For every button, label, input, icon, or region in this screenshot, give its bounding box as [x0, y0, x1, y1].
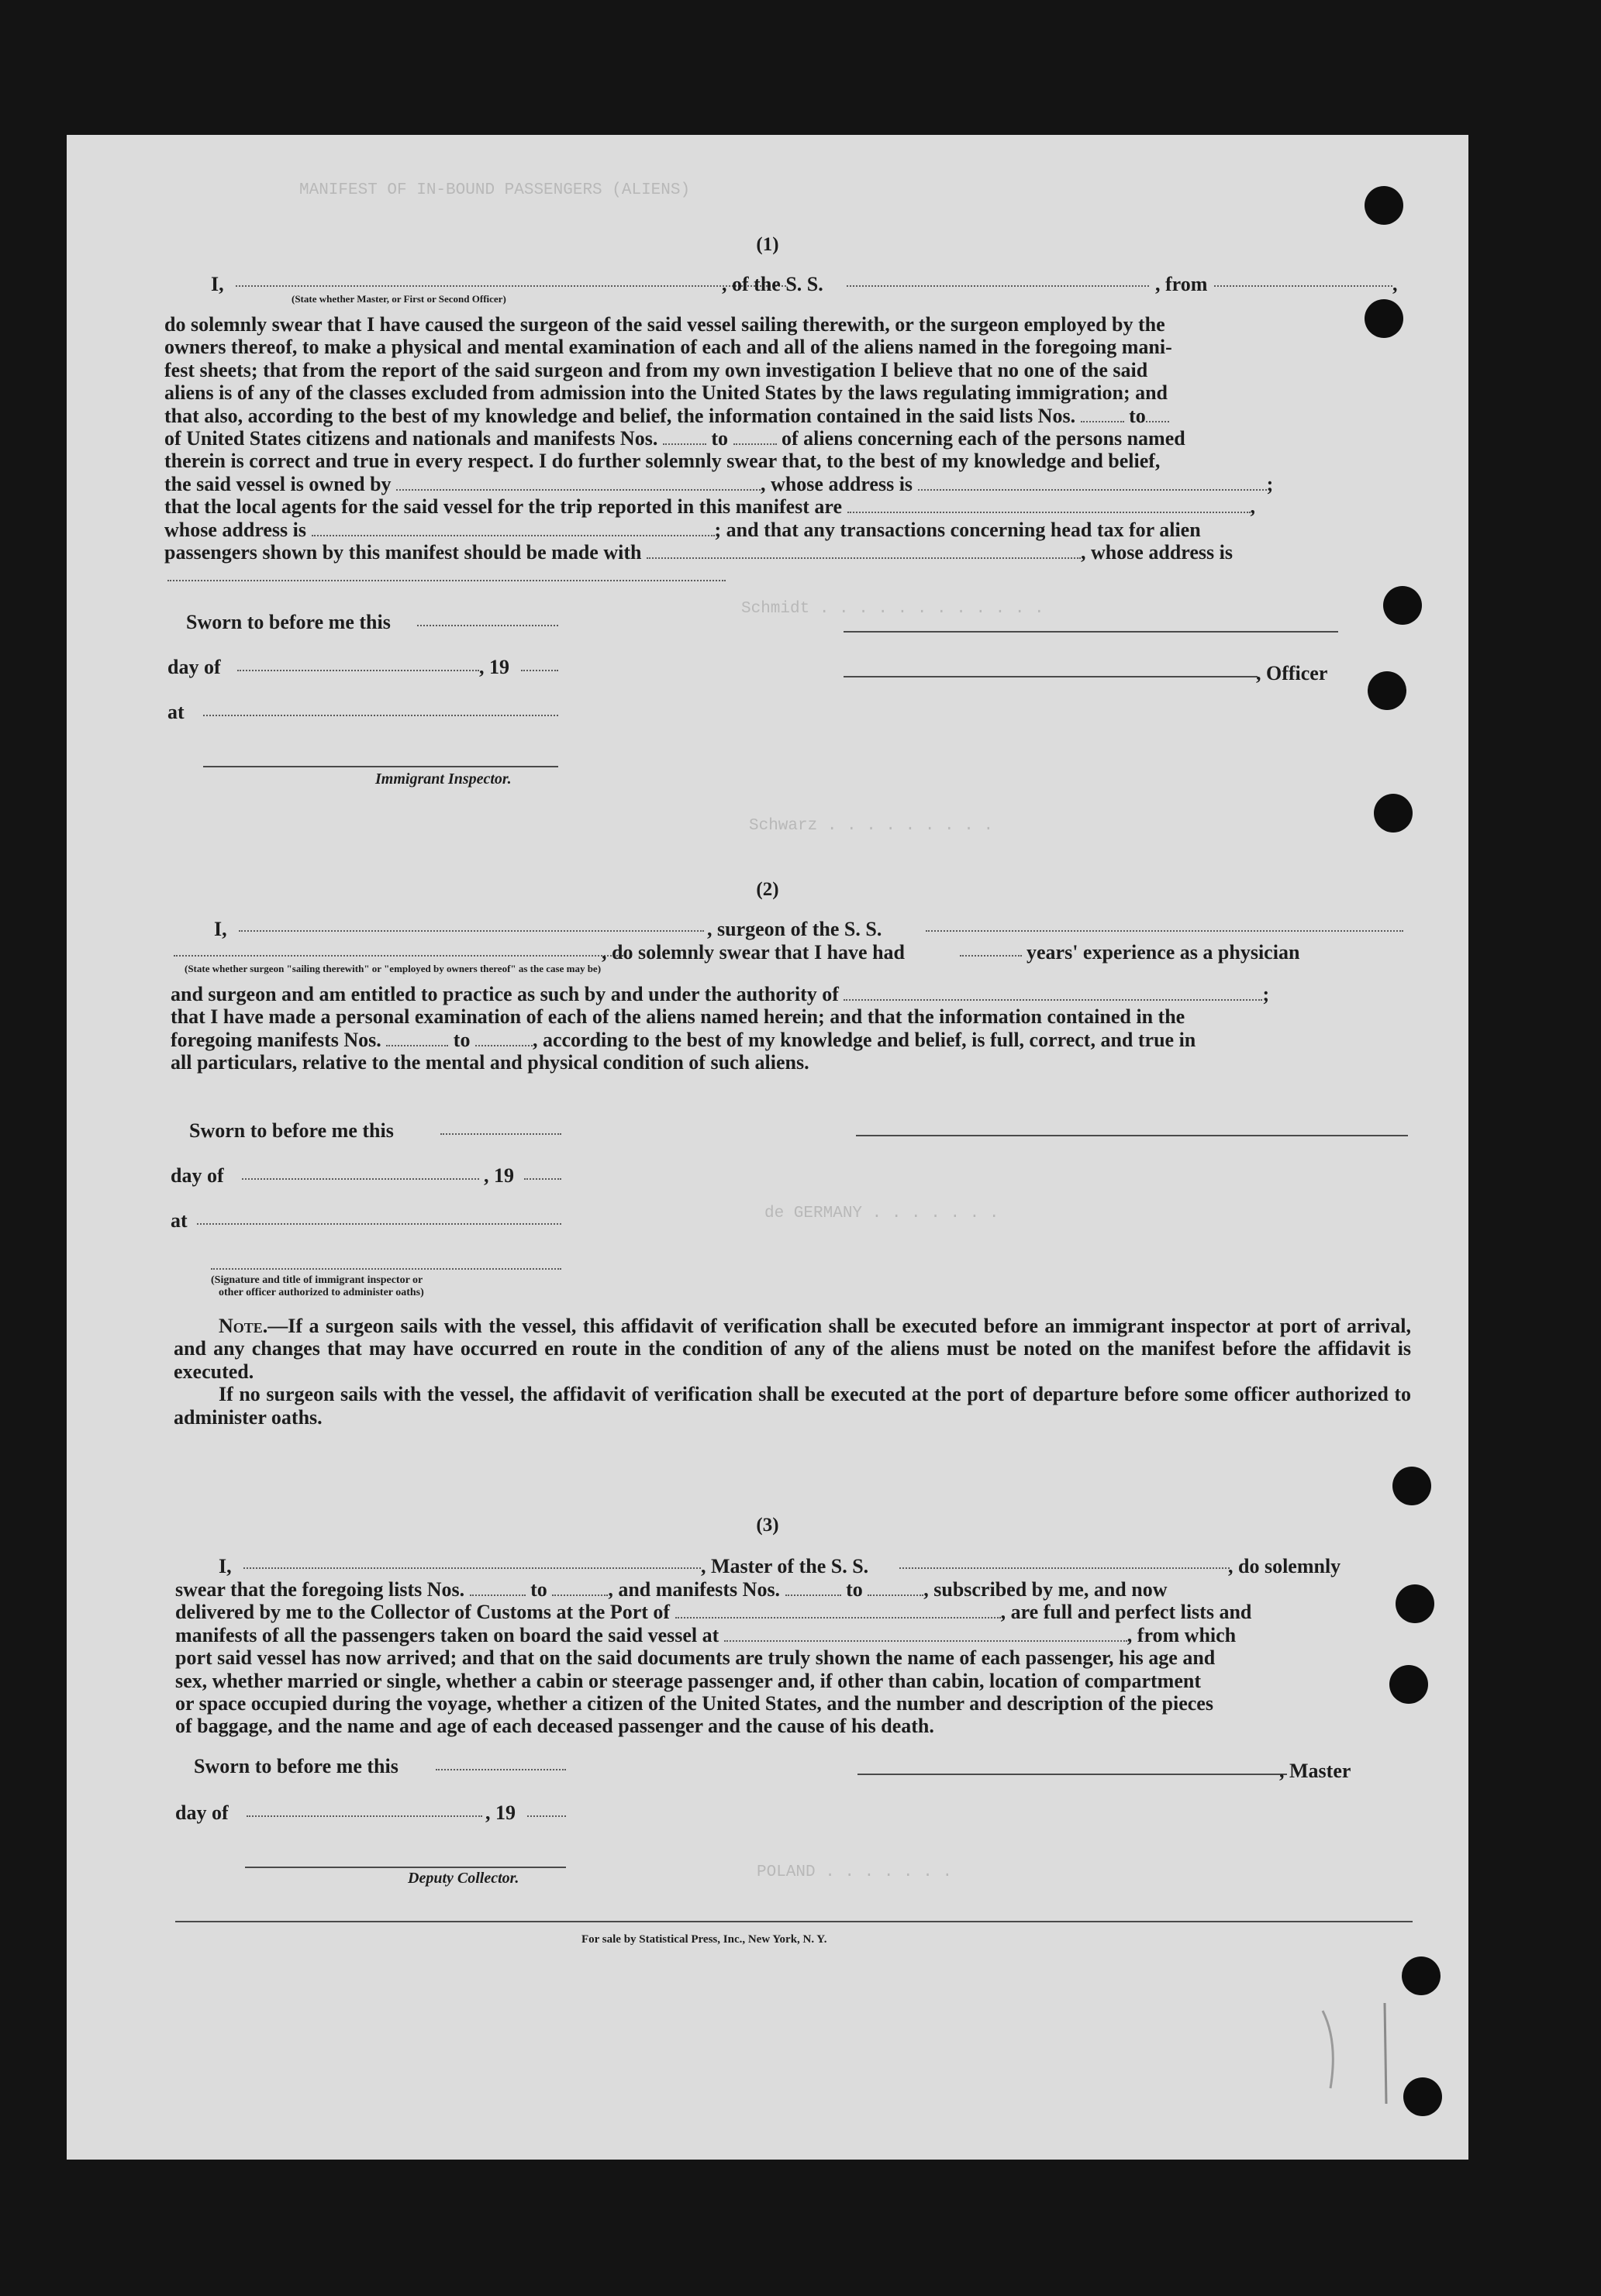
oath-line	[164, 519, 1400, 541]
oath-text: ; and that any transactions concerning head tax for alien	[714, 518, 1201, 541]
section-1-number: (1)	[756, 234, 779, 255]
oath-text: and surgeon and am entitled to practice as such by and under the authority of	[171, 983, 839, 1005]
binder-hole	[1402, 1956, 1441, 1995]
owner-address-field[interactable]	[918, 475, 1267, 491]
binder-hole	[1374, 794, 1413, 833]
bleed-through-text: Schmidt . . . . . . . . . . . .	[741, 600, 1044, 618]
at-label: at	[171, 1209, 188, 1232]
to-label: to	[453, 1028, 471, 1051]
oath-text: , from which	[1127, 1623, 1237, 1646]
surgeon-vessel-field[interactable]	[926, 930, 1403, 932]
oath-line: do solemnly swear that I have caused the surgeon of the said vessel sailing therewith, or the surgeon employed by the	[164, 313, 1165, 336]
oath-text: the said vessel is owned by	[164, 472, 392, 495]
master-name-field[interactable]	[243, 1567, 701, 1569]
boarding-port-field[interactable]	[724, 1626, 1127, 1642]
day-of-label: day of	[175, 1801, 229, 1824]
master-of-label: , Master of the S. S.	[701, 1555, 869, 1577]
section-2-number: (2)	[756, 879, 779, 900]
section-1-i: I,	[211, 273, 224, 295]
oath-line: owners thereof, to make a physical and mental examination of each and all of the aliens named in the foregoing mani-	[164, 336, 1172, 359]
oath-line: port said vessel has now arrived; and that on the said documents are truly shown the name of each passenger, his age and	[175, 1646, 1216, 1670]
binder-hole	[1389, 1665, 1428, 1704]
oath-text: of aliens concerning each of the persons named	[782, 427, 1185, 450]
oath-line	[175, 1624, 1413, 1646]
section-2-i: I,	[214, 918, 227, 940]
section-2-oath	[171, 983, 1405, 1074]
binder-hole	[1365, 186, 1403, 225]
inspector-label: Immigrant Inspector.	[375, 771, 512, 788]
oath-text: manifests of all the passengers taken on board the said vessel at	[175, 1623, 719, 1646]
manifest-no-field[interactable]	[475, 1031, 533, 1046]
pencil-mark	[1307, 1995, 1408, 2119]
oath-text: , are full and perfect lists and	[1000, 1601, 1252, 1624]
witness-hint: (Signature and title of immigrant inspector or	[211, 1274, 423, 1286]
comma: ,	[1250, 495, 1256, 519]
officer-hint: (State whether Master, or First or Second Officer)	[292, 293, 506, 305]
section-3-oath	[175, 1578, 1413, 1738]
year-label: , 19	[484, 1164, 514, 1187]
comma: ,	[1392, 273, 1398, 295]
at-label: at	[167, 701, 185, 723]
note-block	[174, 1315, 1411, 1429]
surgeon-role-field[interactable]	[174, 955, 623, 957]
sworn-date-field[interactable]	[440, 1133, 561, 1135]
note-text: —If a surgeon sails with the vessel, this affidavit of verification shall be executed before an immigrant inspector at port of arrival, and any changes that may have occurred en route in the condition of any of the aliens must be noted on the manifest before the affidavit is executed.	[174, 1315, 1411, 1383]
list-no-field[interactable]	[470, 1581, 526, 1596]
officer-title-line[interactable]	[844, 676, 1258, 677]
deputy-label: Deputy Collector.	[408, 1870, 519, 1887]
year-field[interactable]	[521, 670, 558, 671]
surgeon-of-label: , surgeon of the S. S.	[707, 918, 882, 940]
witness-signature-line[interactable]	[211, 1268, 561, 1270]
oath-text: , whose address is	[1080, 541, 1233, 564]
at-field[interactable]	[197, 1223, 561, 1225]
to-label: to	[1129, 404, 1146, 427]
oath-line: aliens is of any of the classes excluded from admission into the United States by the laws regulating immigration; and	[164, 381, 1168, 405]
semicolon: ;	[1266, 472, 1274, 495]
semicolon: ;	[1262, 983, 1270, 1005]
officer-label: , Officer	[1256, 662, 1328, 684]
deputy-signature-line[interactable]	[245, 1867, 566, 1868]
binder-hole	[1368, 671, 1406, 710]
oath-text: , according to the best of my knowledge and belief, is full, correct, and true in	[532, 1028, 1196, 1051]
oath-line	[171, 1029, 1405, 1051]
sworn-date-field[interactable]	[417, 625, 558, 626]
oath-line: therein is correct and true in every respect. I do further solemnly swear that, to the best of my knowledge and belief,	[164, 450, 1161, 473]
oath-line	[171, 983, 1405, 1005]
oath-line	[164, 405, 1400, 427]
bleed-through-text: Schwarz . . . . . . . . .	[749, 817, 994, 835]
year-label: , 19	[485, 1801, 516, 1824]
oath-line	[175, 1601, 1413, 1623]
years-label: years' experience as a physician	[1027, 941, 1300, 964]
oath-line: all particulars, relative to the mental and physical condition of such aliens.	[171, 1051, 809, 1074]
inspector-signature-line[interactable]	[203, 766, 558, 767]
master-label: , Master	[1279, 1760, 1351, 1782]
note-label: Note.	[219, 1315, 268, 1337]
sworn-date-field[interactable]	[436, 1769, 566, 1770]
oath-text: foregoing manifests Nos.	[171, 1028, 381, 1051]
day-of-label: day of	[171, 1164, 224, 1187]
head-tax-agent-field[interactable]	[647, 543, 1081, 559]
day-of-label: day of	[167, 656, 221, 678]
form-sheet	[67, 135, 1468, 2160]
bleed-through-text: POLAND . . . . . . .	[757, 1863, 953, 1881]
oath-line: or space occupied during the voyage, whether a citizen of the United States, and the number and description of the pieces	[175, 1692, 1213, 1715]
bleed-through-text: MANIFEST OF IN-BOUND PASSENGERS (ALIENS)	[299, 181, 691, 199]
master-vessel-field[interactable]	[899, 1567, 1230, 1569]
oath-text: , subscribed by me, and now	[923, 1578, 1168, 1601]
oath-text: of United States citizens and nationals and manifests Nos.	[164, 427, 658, 450]
year-field[interactable]	[527, 1815, 566, 1817]
to-label: to	[846, 1578, 863, 1601]
manifest-no-field[interactable]	[386, 1031, 448, 1046]
oath-text: passengers shown by this manifest should be made with	[164, 541, 642, 564]
head-tax-address-field[interactable]	[167, 580, 726, 581]
port-field[interactable]	[675, 1603, 1001, 1619]
note-para: If no surgeon sails with the vessel, the affidavit of verification shall be executed at the port of departure before some officer authorized to administer oaths.	[174, 1383, 1411, 1429]
oath-line: fest sheets; that from the report of the said surgeon and from my own investigation I believe that no one of the said	[164, 358, 1148, 381]
oath-text: that the local agents for the said vessel for the trip reported in this manifest are	[164, 495, 843, 519]
binder-hole	[1396, 1584, 1434, 1623]
to-label: to	[530, 1578, 547, 1601]
vessel-name-field[interactable]	[847, 285, 1149, 287]
list-no-field[interactable]	[1081, 407, 1124, 422]
binder-hole	[1403, 2077, 1442, 2116]
oath-line: of baggage, and the name and age of each deceased passenger and the cause of his death.	[175, 1715, 934, 1738]
oath-text: delivered by me to the Collector of Customs at the Port of	[175, 1601, 671, 1624]
oath-text: swear that the foregoing lists Nos.	[175, 1578, 465, 1601]
officer-signature-line[interactable]	[844, 631, 1338, 633]
oath-line	[175, 1578, 1413, 1601]
section-3-number: (3)	[756, 1515, 779, 1536]
day-field[interactable]	[242, 1178, 479, 1180]
note-para	[174, 1315, 1411, 1383]
footer-rule	[175, 1921, 1413, 1922]
oath-text: , whose address is	[761, 472, 913, 495]
binder-hole	[1383, 586, 1422, 625]
do-solemnly-label: , do solemnly	[1228, 1555, 1341, 1577]
oath-text: , and manifests Nos.	[608, 1578, 781, 1601]
authority-field[interactable]	[844, 985, 1262, 1001]
manifest-no-field[interactable]	[785, 1581, 841, 1596]
list-no-field[interactable]	[1146, 407, 1169, 422]
manifest-no-field[interactable]	[663, 429, 706, 445]
day-field[interactable]	[237, 670, 479, 671]
oath-line	[164, 473, 1400, 495]
section-3-i: I,	[219, 1555, 232, 1577]
day-field[interactable]	[247, 1815, 482, 1817]
surgeon-name-field[interactable]	[239, 930, 704, 932]
at-field[interactable]	[203, 715, 558, 716]
sworn-label: Sworn to before me this	[186, 611, 391, 633]
oath-line	[164, 427, 1400, 450]
owner-field[interactable]	[396, 475, 761, 491]
oath-line: sex, whether married or single, whether a cabin or steerage passenger and, if other than cabin, location of compartment	[175, 1669, 1201, 1692]
officer-name-field[interactable]	[236, 285, 786, 287]
oath-line	[164, 495, 1400, 518]
binder-hole	[1365, 299, 1403, 338]
sworn-label: Sworn to before me this	[194, 1755, 399, 1777]
swear-label: , do solemnly swear that I have had	[602, 941, 906, 964]
to-label: to	[711, 427, 728, 450]
oath-text: whose address is	[164, 518, 307, 541]
years-field[interactable]	[960, 955, 1022, 957]
year-label: , 19	[479, 656, 509, 678]
section-1-oath	[164, 313, 1400, 564]
oath-line: that I have made a personal examination of each of the aliens named herein; and that the information contained in the	[171, 1005, 1185, 1029]
witness-hint: other officer authorized to administer oaths)	[219, 1287, 424, 1298]
from-field[interactable]	[1214, 285, 1392, 287]
sworn-label: Sworn to before me this	[189, 1119, 394, 1142]
oath-line	[164, 541, 1400, 564]
footer-imprint: For sale by Statistical Press, Inc., New York, N. Y.	[581, 1933, 827, 1946]
binder-hole	[1392, 1467, 1431, 1505]
of-ss-label: , of the S. S.	[722, 273, 823, 295]
agents-field[interactable]	[847, 498, 1251, 513]
bleed-through-text: de GERMANY . . . . . . .	[764, 1205, 999, 1222]
oath-text: that also, according to the best of my knowledge and belief, the information contained in the said lists Nos.	[164, 404, 1076, 427]
list-no-field[interactable]	[552, 1581, 608, 1596]
surgeon-hint: (State whether surgeon "sailing therewith" or "employed by owners thereof" as the case may be)	[185, 963, 602, 974]
master-signature-line[interactable]	[857, 1774, 1287, 1775]
from-label: , from	[1155, 273, 1208, 295]
manifest-no-field[interactable]	[868, 1581, 923, 1596]
agents-address-field[interactable]	[312, 521, 715, 536]
manifest-no-field[interactable]	[733, 429, 777, 445]
year-field[interactable]	[524, 1178, 561, 1180]
surgeon-signature-line[interactable]	[856, 1135, 1408, 1136]
